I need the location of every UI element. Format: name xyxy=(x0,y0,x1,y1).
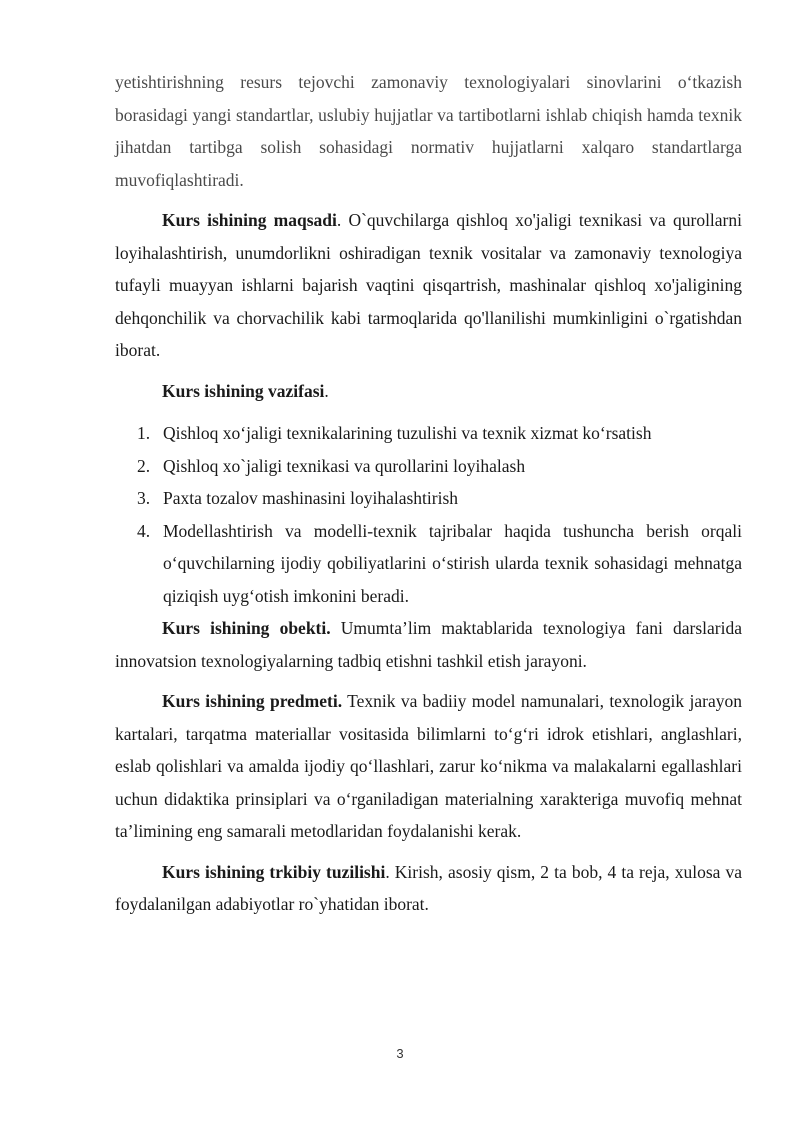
list-item-number: 3. xyxy=(137,488,151,508)
predmet-paragraph xyxy=(115,685,742,848)
vazifa-suffix: . xyxy=(324,380,329,401)
maqsad-heading: Kurs ishining maqsadi xyxy=(162,210,337,230)
list-item xyxy=(115,482,742,515)
vazifa-heading: Kurs ishining vazifasi xyxy=(162,380,325,401)
tuzilish-heading: Kurs ishining trkibiy tuzilishi xyxy=(162,861,386,882)
list-item-number: 1. xyxy=(137,423,151,443)
list-item-text: Paxta tozalov mashinasini loyihalashtirish xyxy=(163,488,459,508)
obekt-text: Umumta’lim maktablarida texnologiya fani darslarida innovatsion texnologiyalarning tadbiq etishni tashkil etish jarayoni. xyxy=(115,618,742,671)
page-number: 3 xyxy=(396,1046,404,1061)
predmet-heading: Kurs ishining predmeti. xyxy=(162,691,343,711)
maqsad-text: . O`quvchilarga qishloq xo'jaligi texnikasi va qurollarni loyihalashtirish, unumdorlikni oshiradigan texnik vositalar va zamonaviy texnologiya tufayli muayyan ishlarni bajarish vaqtini qisqartrish, mashinalar qishloq xo'jaligining dehqonchilik va chorvachilik kabi tarmoqlarida qo'llanilishi mumkinligini o`rgatishdan iborat. xyxy=(115,210,743,360)
vazifa-paragraph xyxy=(115,375,742,408)
list-item-number: 2. xyxy=(137,455,151,476)
predmet-text: Texnik va badiiy model namunalari, texnologik jarayon kartalari, tarqatma materiallar vositasida bilimlarni to‘g‘ri idrok etishlari, anglashlari, eslab qolishlari va amalda ijodiy qo‘llashlari, zarur ko‘nikma va malakalarni egallashlari uchun didaktika prinsiplari va o‘rganiladigan materialning xarakteriga muvofiq mehnat ta’limining eng samarali metodlaridan foydalanishi kerak. xyxy=(115,691,742,841)
tuzilish-text: . Kirish, asosiy qism, 2 ta bob, 4 ta reja, xulosa va foydalanilgan adabiyotlar ro`yhatidan iborat. xyxy=(115,861,742,914)
tuzilish-paragraph xyxy=(115,856,742,921)
list-item-text: Qishloq xo‘jaligi texnikalarining tuzulishi va texnik xizmat ko‘rsatish xyxy=(163,423,652,443)
list-item-text: Qishloq xo`jaligi texnikasi va qurollarini loyihalash xyxy=(163,455,526,476)
list-item xyxy=(115,417,742,450)
maqsad-paragraph xyxy=(115,204,742,367)
obekt-paragraph xyxy=(115,612,742,677)
obekt-heading: Kurs ishining obekti. xyxy=(162,618,331,638)
list-item-text: Modellashtirish va modelli-texnik tajribalar haqida tushuncha berish orqali o‘quvchilarning ijodiy qobiliyatlarini o‘stirish ularda texnik sohasidagi mehnatga qiziqish uyg‘otish imkonini beradi. xyxy=(163,520,742,606)
vazifa-list xyxy=(115,417,742,612)
list-item xyxy=(115,515,742,613)
intro-paragraph: yetishtirishning resurs tejovchi zamonaviy texnologiyalari sinovlarini o‘tkazish borasidagi yangi standartlar, uslubiy hujjatlar va tartibotlarni ishlab chiqish hamda texnik jihatdan tartibga solish sohasidagi normativ hujjatlarni xalqaro standartlarga muvofiqlashtiradi. xyxy=(115,72,742,190)
list-item xyxy=(115,450,742,483)
list-item-number: 4. xyxy=(137,520,151,541)
